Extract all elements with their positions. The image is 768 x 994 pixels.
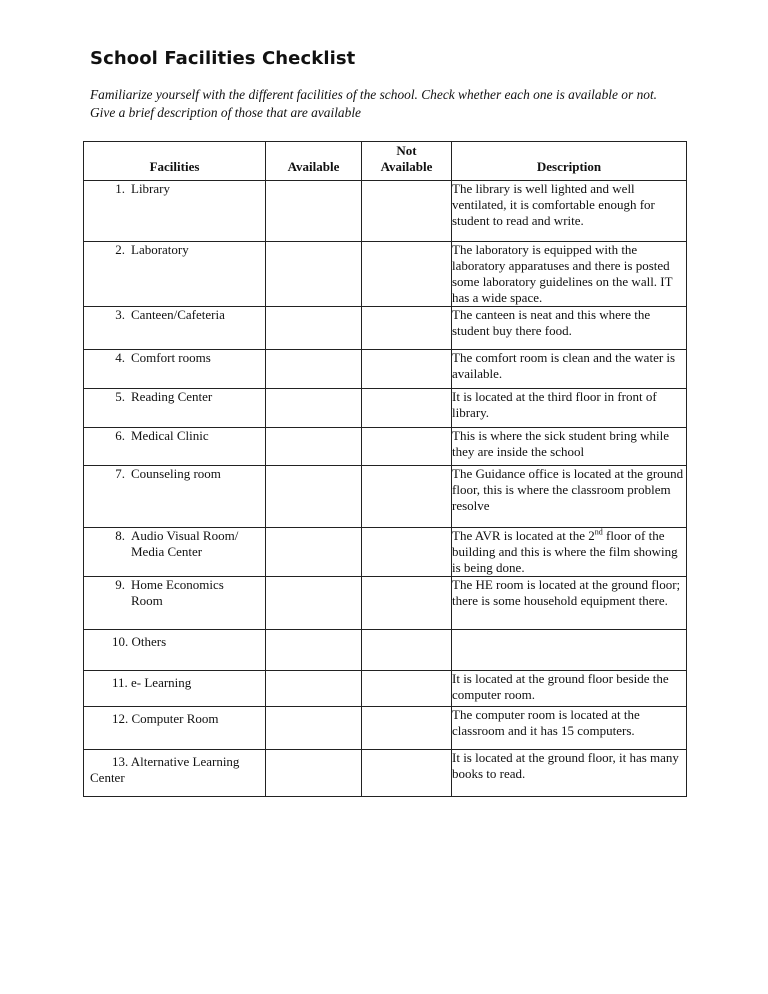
- not-available-checkbox-cell[interactable]: [362, 307, 452, 350]
- table-row: [84, 466, 687, 528]
- facility-number: 9.: [115, 577, 125, 592]
- description-cell: The library is well lighted and well ventilated, it is comfortable enough for student to read and write.: [452, 181, 687, 242]
- facility-number: 2.: [115, 242, 125, 257]
- facility-cell: 10. Others: [84, 630, 266, 671]
- facility-cell: 13. Alternative Learning Center: [84, 750, 266, 797]
- table-row: [84, 389, 687, 428]
- facility-label: Laboratory: [131, 242, 189, 257]
- table-header-row: [84, 142, 687, 181]
- facility-number: 4.: [115, 350, 125, 365]
- table-row: [84, 181, 687, 242]
- available-checkbox-cell[interactable]: [266, 242, 362, 307]
- available-checkbox-cell[interactable]: [266, 577, 362, 630]
- facility-cell: [84, 307, 266, 350]
- description-cell: This is where the sick student bring while they are inside the school: [452, 428, 687, 466]
- available-checkbox-cell[interactable]: [266, 428, 362, 466]
- facility-label: Home Economics Room: [131, 577, 224, 608]
- facility-label: Library: [131, 181, 170, 196]
- description-cell: The computer room is located at the classroom and it has 15 computers.: [452, 707, 687, 750]
- description-cell: The comfort room is clean and the water is available.: [452, 350, 687, 389]
- description-text: floor of the building and this is where the film showing is being done.: [452, 528, 678, 575]
- description-cell: The laboratory is equipped with the laboratory apparatuses and there is posted some laboratory guidelines on the wall. IT has a wide space.: [452, 242, 687, 307]
- facility-cell: 11. e- Learning: [84, 671, 266, 707]
- facility-cell: [84, 242, 266, 307]
- header-description: Description: [452, 142, 687, 181]
- facility-label: Reading Center: [131, 389, 213, 404]
- header-available: Available: [266, 142, 362, 181]
- not-available-checkbox-cell[interactable]: [362, 707, 452, 750]
- facility-number: 3.: [115, 307, 125, 322]
- instructions-line-2: Give a brief description of those that are available: [90, 105, 361, 120]
- available-checkbox-cell[interactable]: [266, 466, 362, 528]
- not-available-checkbox-cell[interactable]: [362, 389, 452, 428]
- table-row: [84, 707, 687, 750]
- available-checkbox-cell[interactable]: [266, 528, 362, 577]
- facility-cell: [84, 466, 266, 528]
- ordinal-suffix: nd: [594, 527, 603, 537]
- table-row: [84, 528, 687, 577]
- facility-label: Canteen/Cafeteria: [131, 307, 225, 322]
- facility-cell: [84, 181, 266, 242]
- facility-label: Audio Visual Room/ Media Center: [131, 528, 239, 559]
- not-available-checkbox-cell[interactable]: [362, 630, 452, 671]
- available-checkbox-cell[interactable]: [266, 389, 362, 428]
- table-row: [84, 428, 687, 466]
- facility-number: 8.: [115, 528, 125, 543]
- table-row: [84, 242, 687, 307]
- not-available-checkbox-cell[interactable]: [362, 350, 452, 389]
- header-not-available-line-1: Not: [396, 143, 417, 158]
- description-cell: The Guidance office is located at the ground floor, this is where the classroom problem resolve: [452, 466, 687, 528]
- facility-number: 5.: [115, 389, 125, 404]
- header-not-available-line-2: Available: [380, 159, 433, 174]
- available-checkbox-cell[interactable]: [266, 671, 362, 707]
- available-checkbox-cell[interactable]: [266, 350, 362, 389]
- description-cell: It is located at the ground floor, it has many books to read.: [452, 750, 687, 797]
- table-row: [84, 577, 687, 630]
- not-available-checkbox-cell[interactable]: [362, 750, 452, 797]
- table-row: [84, 671, 687, 707]
- not-available-checkbox-cell[interactable]: [362, 181, 452, 242]
- facility-number: 6.: [115, 428, 125, 443]
- instructions: [90, 86, 710, 122]
- facilities-table: [83, 141, 687, 797]
- facility-label: Comfort rooms: [131, 350, 211, 365]
- available-checkbox-cell[interactable]: [266, 307, 362, 350]
- description-cell: It is located at the third floor in front of library.: [452, 389, 687, 428]
- facility-number: 7.: [115, 466, 125, 481]
- facility-label: Medical Clinic: [131, 428, 209, 443]
- available-checkbox-cell[interactable]: [266, 750, 362, 797]
- description-cell: The HE room is located at the ground floor; there is some household equipment there.: [452, 577, 687, 630]
- not-available-checkbox-cell[interactable]: [362, 428, 452, 466]
- table-row: [84, 630, 687, 671]
- not-available-checkbox-cell[interactable]: [362, 528, 452, 577]
- description-cell: [452, 528, 687, 577]
- instructions-line-1: Familiarize yourself with the different facilities of the school. Check whether each one is available or not.: [90, 87, 658, 102]
- facility-number: 1.: [115, 181, 125, 196]
- description-cell: [452, 630, 687, 671]
- facility-cell: [84, 350, 266, 389]
- facility-cell: [84, 428, 266, 466]
- description-cell: It is located at the ground floor beside the computer room.: [452, 671, 687, 707]
- description-cell: The canteen is neat and this where the student buy there food.: [452, 307, 687, 350]
- not-available-checkbox-cell[interactable]: [362, 242, 452, 307]
- facility-label: Counseling room: [131, 466, 221, 481]
- available-checkbox-cell[interactable]: [266, 181, 362, 242]
- available-checkbox-cell[interactable]: [266, 707, 362, 750]
- header-facilities: Facilities: [84, 142, 266, 181]
- table-row: [84, 307, 687, 350]
- description-text: The AVR is located at the 2: [452, 528, 595, 543]
- not-available-checkbox-cell[interactable]: [362, 577, 452, 630]
- facility-cell: [84, 528, 266, 577]
- facility-cell: [84, 389, 266, 428]
- table-row: [84, 750, 687, 797]
- page-title: School Facilities Checklist: [90, 48, 356, 69]
- facility-cell: 12. Computer Room: [84, 707, 266, 750]
- not-available-checkbox-cell[interactable]: [362, 671, 452, 707]
- header-not-available: [362, 142, 452, 181]
- available-checkbox-cell[interactable]: [266, 630, 362, 671]
- facility-cell: [84, 577, 266, 630]
- table-row: [84, 350, 687, 389]
- not-available-checkbox-cell[interactable]: [362, 466, 452, 528]
